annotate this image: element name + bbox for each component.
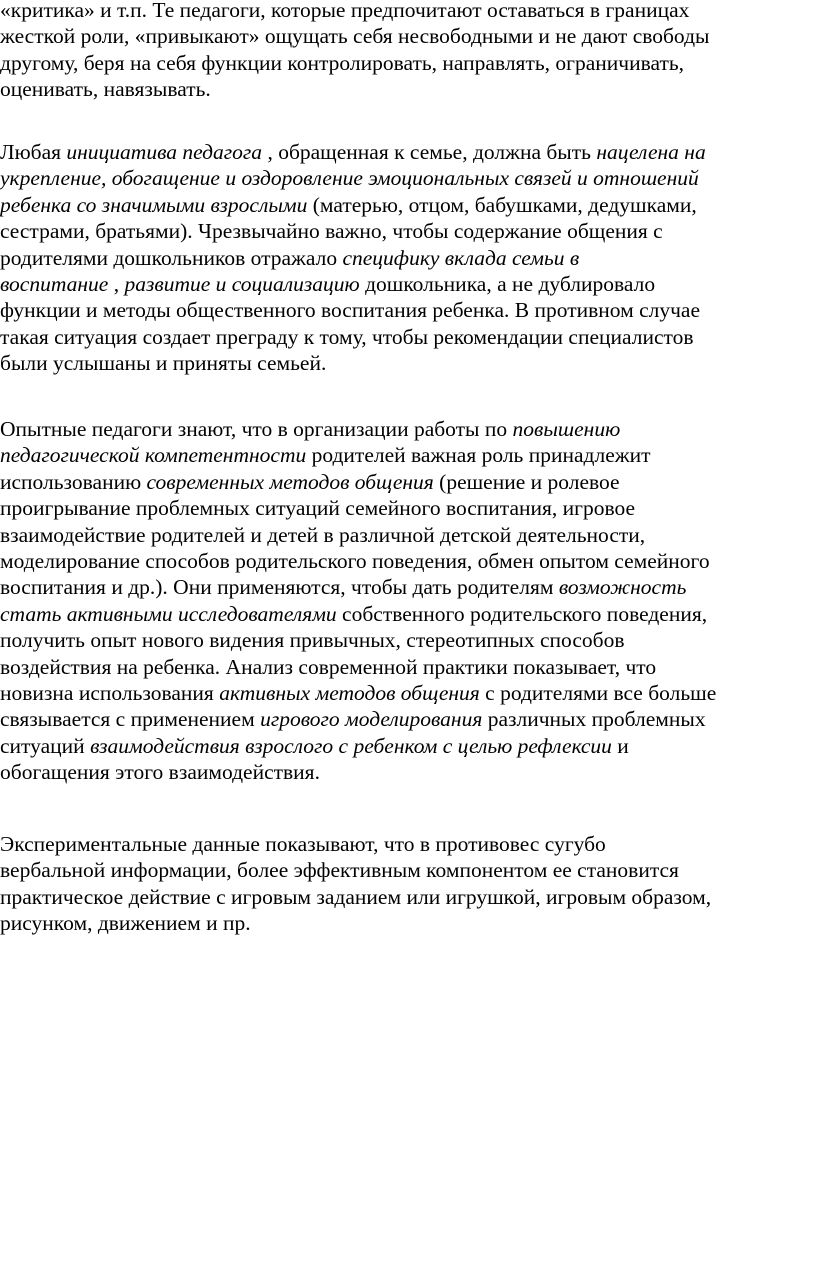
text-line: [0, 297, 706, 323]
text-run: сестрами, братьями). Чрезвычайно важно, чтобы содержание общения с: [0, 219, 663, 244]
italic-text-run: игрового моделирования: [260, 707, 483, 732]
text-line: [0, 271, 706, 297]
text-run: собственного родительского поведения,: [336, 601, 708, 626]
text-run: проигрывание проблемных ситуаций семейного воспитания, игровое: [0, 496, 636, 521]
text-run: жесткой роли, «привыкают» ощущать себя несвободными и не дают свободы: [0, 24, 710, 49]
text-run: другому, беря на себя функции контролировать, направлять, ограничивать,: [0, 50, 685, 75]
text-run: родителей важная роль принадлежит: [306, 443, 651, 468]
text-line: [0, 324, 706, 350]
text-line: [0, 733, 716, 759]
text-run: вербальной информации, более эффективным компонентом ее становится: [0, 858, 679, 883]
text-line: [0, 0, 709, 23]
text-line: [0, 495, 716, 521]
italic-text-run: инициатива педагога: [66, 140, 263, 164]
text-line: [0, 522, 716, 548]
italic-text-run: стать активными исследователями: [0, 601, 337, 626]
italic-text-run: современных методов общения: [146, 469, 434, 494]
paragraph-2: [0, 139, 706, 377]
text-line: [0, 574, 716, 600]
italic-text-run: активных методов общения: [219, 680, 480, 705]
text-line: [0, 50, 709, 76]
text-run: оценивать, навязывать.: [0, 77, 211, 102]
text-run: рисунком, движением и пр.: [0, 911, 251, 936]
text-line: [0, 601, 716, 627]
text-run: (решение и ролевое: [433, 469, 620, 494]
text-run: моделирование способов родительского поведения, обмен опытом семейного: [0, 548, 710, 573]
text-run: связывается с применением: [0, 707, 261, 732]
text-line: [0, 76, 709, 102]
text-run: «критика» и т.п. Те педагоги, которые предпочитают оставаться в границах: [0, 0, 690, 22]
text-run: новизна использования: [0, 680, 220, 705]
text-line: [0, 350, 706, 376]
italic-text-run: педагогической компетентности: [0, 443, 307, 468]
text-run: с родителями все больше: [479, 680, 717, 705]
text-line: [0, 910, 711, 936]
text-run: и: [611, 733, 629, 758]
text-line: [0, 442, 716, 468]
italic-text-run: повышению: [512, 417, 621, 441]
italic-text-run: возможность: [558, 575, 687, 600]
text-run: обогащения этого взаимодействия.: [0, 760, 320, 785]
text-line: [0, 165, 706, 191]
text-line: [0, 548, 716, 574]
italic-text-run: воспитание: [0, 271, 109, 296]
text-line: [0, 245, 706, 271]
text-run: , обращенная к семье, должна быть: [262, 140, 597, 164]
text-run: получить опыт нового видения привычных, стереотипных способов: [0, 628, 625, 653]
text-run: родителями дошкольников отражало: [0, 245, 343, 270]
text-run: ситуаций: [0, 733, 91, 758]
italic-text-run: развитие и социализацию: [124, 271, 360, 296]
italic-text-run: специфику вклада семьи в: [342, 245, 580, 270]
text-run: (матерью, отцом, бабушками, дедушками,: [307, 192, 697, 217]
paragraph-3: [0, 416, 716, 785]
italic-text-run: ребенка со значимыми взрослыми: [0, 192, 308, 217]
text-run: использованию: [0, 469, 147, 494]
text-run: практическое действие с игровым заданием или игрушкой, игровым образом,: [0, 884, 712, 909]
text-run: Опытные педагоги знают, что в организации работы по: [0, 417, 513, 441]
italic-text-run: нацелена на: [596, 140, 706, 164]
text-line: [0, 218, 706, 244]
text-run: воздействия на ребенка. Анализ современной практики показывает, что: [0, 654, 657, 679]
text-run: Экспериментальные данные показывают, что в противовес сугубо: [0, 832, 606, 856]
text-line: [0, 680, 716, 706]
text-run: ,: [108, 271, 125, 296]
text-run: воспитания и др.). Они применяются, чтобы дать родителям: [0, 575, 559, 600]
italic-text-run: укрепление, обогащение и оздоровление эмоциональных связей и отношений: [0, 166, 699, 191]
text-line: [0, 759, 716, 785]
text-line: [0, 23, 709, 49]
text-line: [0, 831, 711, 857]
text-run: взаимодействие родителей и детей в различной детской деятельности,: [0, 522, 646, 547]
text-line: [0, 654, 716, 680]
text-line: [0, 627, 716, 653]
text-line: [0, 884, 711, 910]
paragraph-4: [0, 831, 711, 937]
text-run: различных проблемных: [482, 707, 706, 732]
text-line: [0, 192, 706, 218]
italic-text-run: взаимодействия взрослого с ребенком с целью рефлексии: [90, 733, 612, 758]
text-run: были услышаны и приняты семьей.: [0, 351, 327, 376]
text-run: функции и методы общественного воспитания ребенка. В противном случае: [0, 298, 700, 323]
text-run: дошкольника, а не дублировало: [359, 271, 656, 296]
text-line: [0, 139, 706, 165]
text-line: [0, 706, 716, 732]
paragraph-1: [0, 0, 709, 103]
text-line: [0, 469, 716, 495]
text-run: Любая: [0, 140, 67, 164]
text-line: [0, 416, 716, 442]
text-run: такая ситуация создает преграду к тому, чтобы рекомендации специалистов: [0, 324, 694, 349]
text-line: [0, 857, 711, 883]
